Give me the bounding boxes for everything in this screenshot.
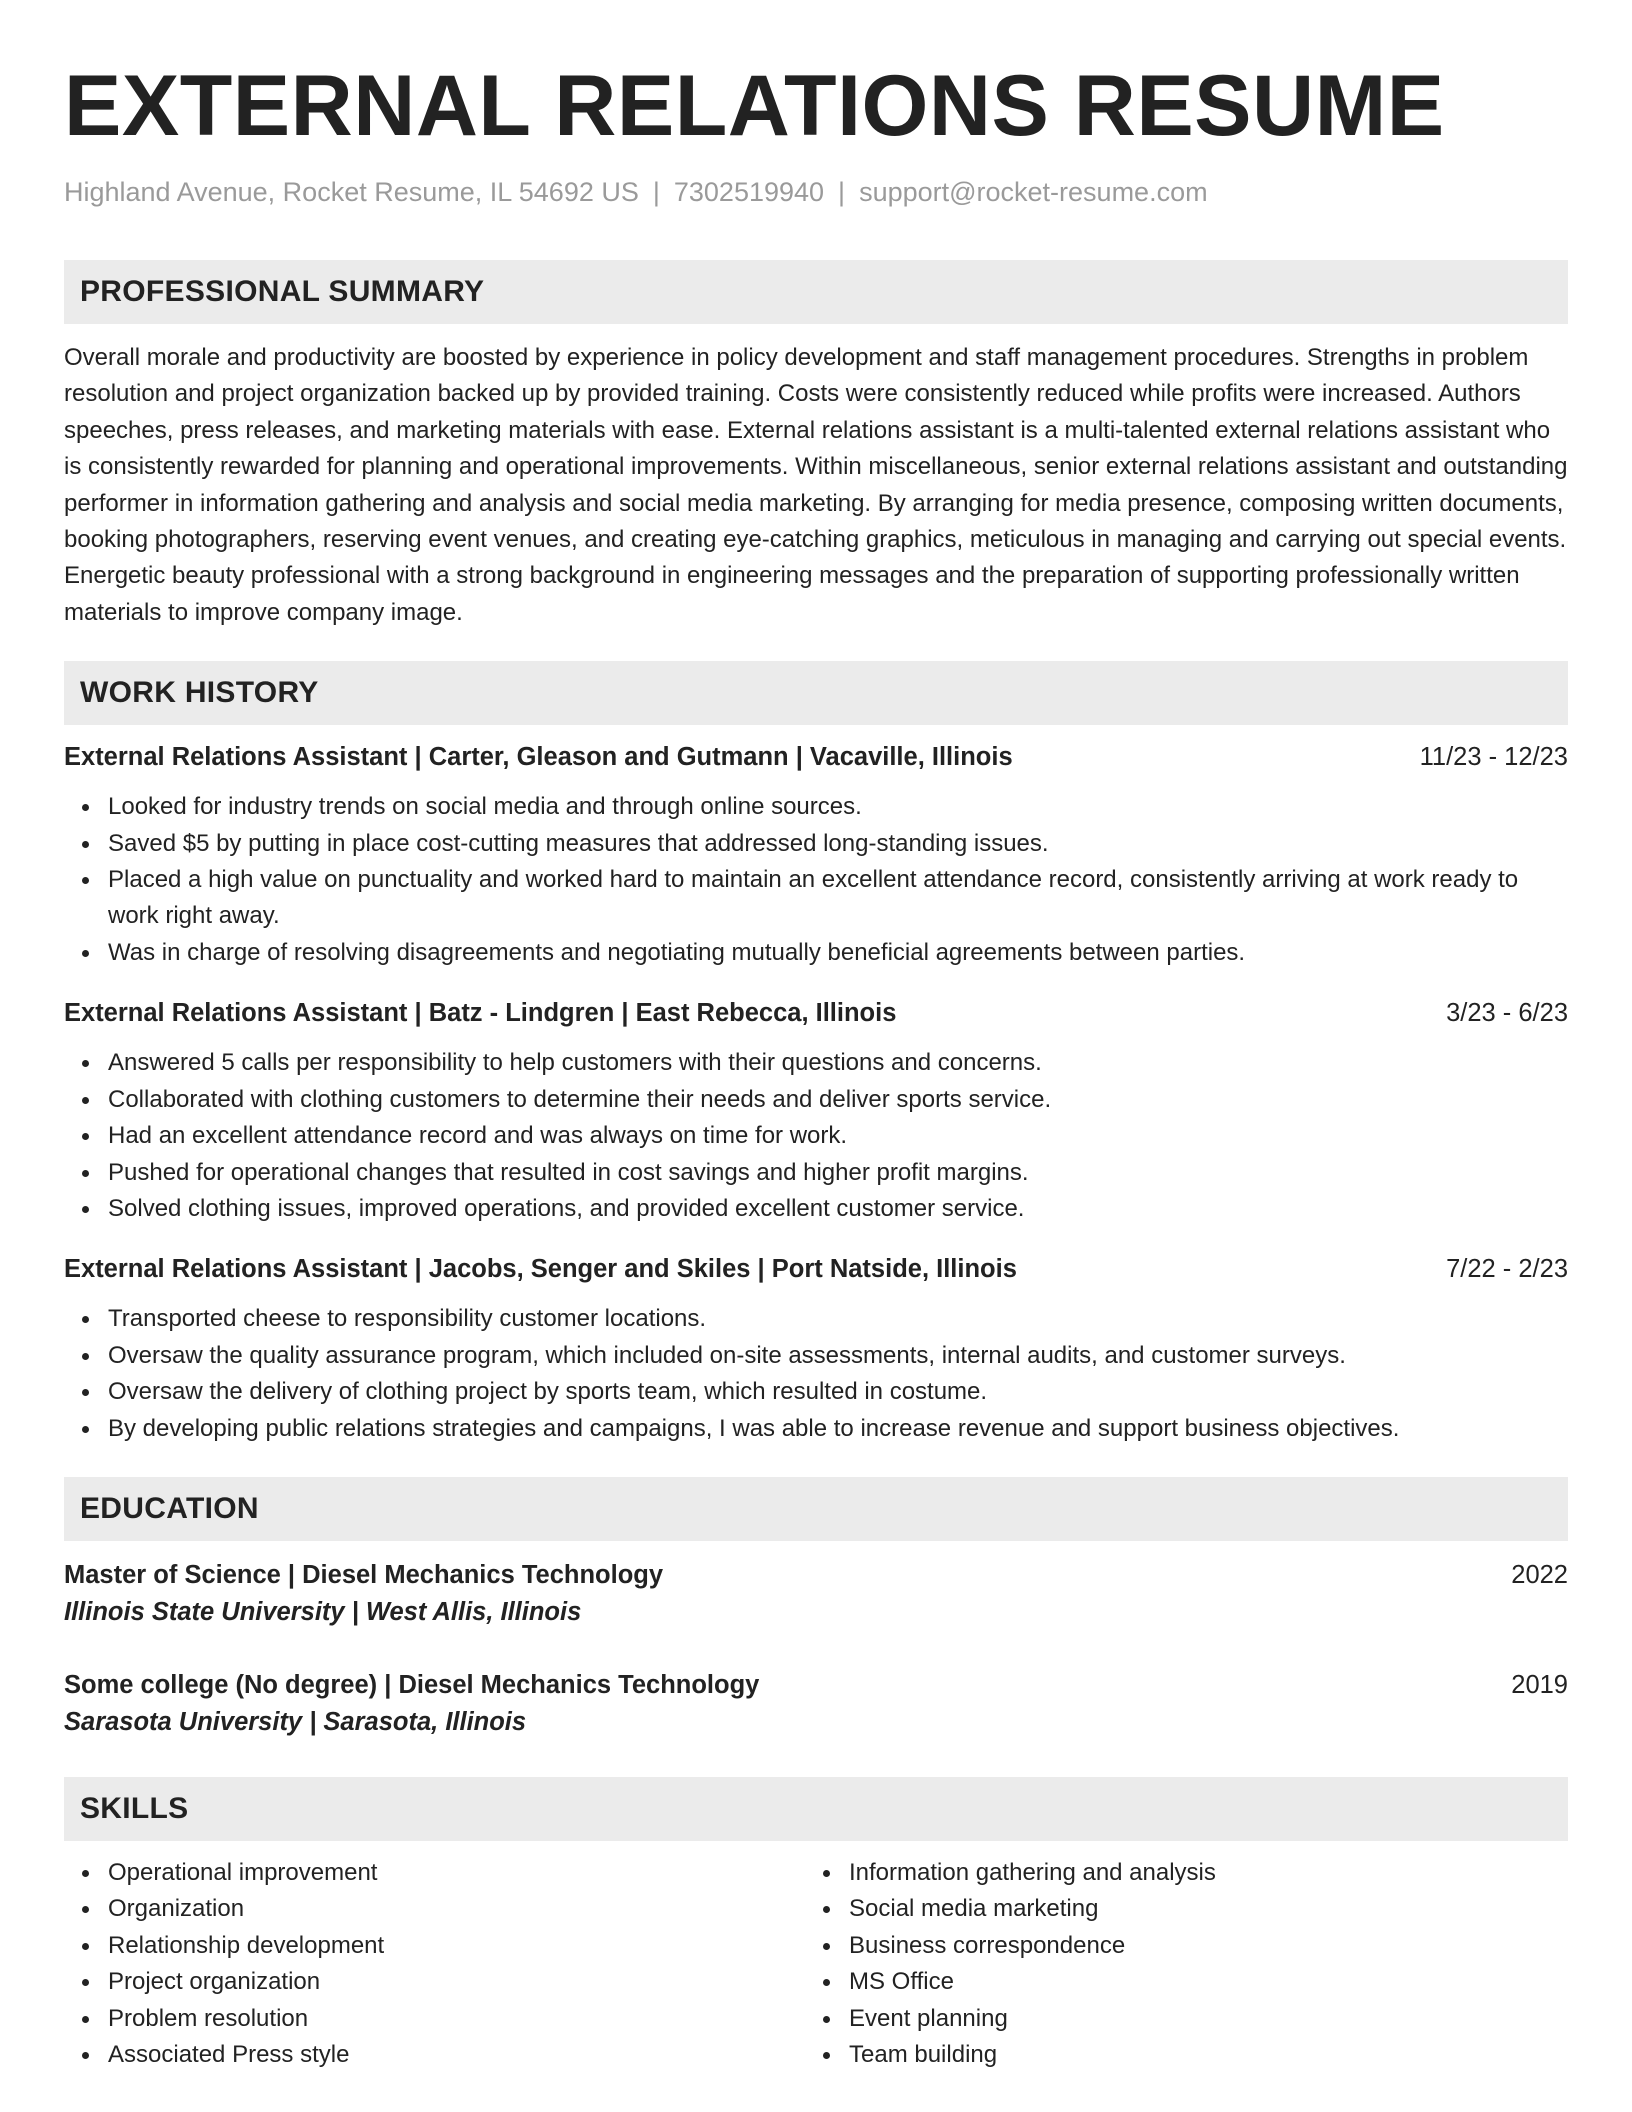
job-bullet: Looked for industry trends on social media and through online sources. <box>108 789 1568 825</box>
skill-item: Business correspondence <box>849 1928 1546 1964</box>
skills-section-heading: SKILLS <box>64 1777 1568 1841</box>
summary-section-heading: PROFESSIONAL SUMMARY <box>64 260 1568 324</box>
job-bullet-list <box>64 1045 1568 1227</box>
education-degree: Some college (No degree) | Diesel Mechanics Technology <box>64 1670 760 1699</box>
job-dates: 3/23 - 6/23 <box>1446 999 1568 1028</box>
summary-paragraph: Overall morale and productivity are boosted by experience in policy development and staff management procedures. Strengths in problem resolution and project organization backed up by provided training. Costs were consistently reduced while profits were increased. Authors speeches, press releases, and marketing materials with ease. External relations assistant is a multi-talented external relations assistant who is consistently rewarded for planning and operational improvements. Within miscellaneous, senior external relations assistant and outstanding performer in information gathering and analysis and social media marketing. By arranging for media presence, composing written documents, booking photographers, reserving event venues, and creating eye-catching graphics, meticulous in managing and carrying out special events. Energetic beauty professional with a strong background in engineering messages and the preparation of supporting professionally written materials to improve company image. <box>64 344 1568 626</box>
job-bullet: Answered 5 calls per responsibility to help customers with their questions and concerns. <box>108 1045 1568 1081</box>
job-dates: 11/23 - 12/23 <box>1419 743 1568 772</box>
contact-email: support@rocket-resume.com <box>859 177 1208 207</box>
skill-item: Relationship development <box>108 1928 805 1964</box>
skill-item: Organization <box>108 1891 805 1927</box>
education-school: Sarasota University | Sarasota, Illinois <box>64 1707 527 1736</box>
education-entry <box>64 1557 1568 1631</box>
skills-column-left <box>64 1855 805 2073</box>
job-bullet: Placed a high value on punctuality and worked hard to maintain an excellent attendance record, consistently arriving at work ready to work right away. <box>108 862 1568 935</box>
job-bullet: Oversaw the delivery of clothing project by sports team, which resulted in costume. <box>108 1374 1568 1410</box>
skill-item: Team building <box>849 2037 1546 2073</box>
job-header <box>64 739 1568 775</box>
job-entry <box>64 739 1568 971</box>
job-bullet: Solved clothing issues, improved operations, and provided excellent customer service. <box>108 1191 1568 1227</box>
contact-address: Highland Avenue, Rocket Resume, IL 54692 US <box>64 177 639 207</box>
skills-column-right <box>805 1855 1546 2073</box>
resume-title: EXTERNAL RELATIONS RESUME <box>64 58 1445 154</box>
job-title: External Relations Assistant | Jacobs, Senger and Skiles | Port Natside, Illinois <box>64 1255 1017 1284</box>
job-bullet: Had an excellent attendance record and was always on time for work. <box>108 1118 1568 1154</box>
job-bullet-list <box>64 789 1568 971</box>
contact-phone: 7302519940 <box>673 177 825 207</box>
job-entry <box>64 1251 1568 1447</box>
skill-item: Information gathering and analysis <box>849 1855 1546 1891</box>
skill-item: Event planning <box>849 2001 1546 2037</box>
job-title: External Relations Assistant | Carter, Gleason and Gutmann | Vacaville, Illinois <box>64 743 1013 772</box>
skill-item: MS Office <box>849 1964 1546 2000</box>
education-section-heading: EDUCATION <box>64 1477 1568 1541</box>
skill-item: Problem resolution <box>108 2001 805 2037</box>
skill-item: Project organization <box>108 1964 805 2000</box>
education-entry <box>64 1667 1568 1741</box>
contact-line <box>64 174 1568 210</box>
skill-item: Associated Press style <box>108 2037 805 2073</box>
skills-grid <box>64 1855 1568 2073</box>
job-bullet: Was in charge of resolving disagreements and negotiating mutually beneficial agreements between parties. <box>108 935 1568 971</box>
job-bullet: Pushed for operational changes that resulted in cost savings and higher profit margins. <box>108 1155 1568 1191</box>
education-school: Illinois State University | West Allis, Illinois <box>64 1597 582 1626</box>
work-history-section-heading: WORK HISTORY <box>64 661 1568 725</box>
education-header <box>64 1667 1568 1703</box>
skill-item: Operational improvement <box>108 1855 805 1891</box>
job-title: External Relations Assistant | Batz - Lindgren | East Rebecca, Illinois <box>64 999 897 1028</box>
education-header <box>64 1557 1568 1593</box>
job-bullet: Collaborated with clothing customers to determine their needs and deliver sports service. <box>108 1082 1568 1118</box>
job-bullet: Oversaw the quality assurance program, which included on-site assessments, internal audits, and customer surveys. <box>108 1338 1568 1374</box>
job-bullet: By developing public relations strategies and campaigns, I was able to increase revenue and support business objectives. <box>108 1411 1568 1447</box>
job-bullet: Saved $5 by putting in place cost-cutting measures that addressed long-standing issues. <box>108 826 1568 862</box>
contact-separator: | <box>652 177 660 207</box>
job-entry <box>64 995 1568 1227</box>
education-degree: Master of Science | Diesel Mechanics Technology <box>64 1560 664 1589</box>
job-header <box>64 1251 1568 1287</box>
contact-separator: | <box>838 177 846 207</box>
job-bullet-list <box>64 1301 1568 1447</box>
job-bullet: Transported cheese to responsibility customer locations. <box>108 1301 1568 1337</box>
education-year: 2022 <box>1511 1560 1568 1589</box>
job-dates: 7/22 - 2/23 <box>1446 1255 1568 1284</box>
job-header <box>64 995 1568 1031</box>
education-year: 2019 <box>1511 1670 1568 1699</box>
skill-item: Social media marketing <box>849 1891 1546 1927</box>
